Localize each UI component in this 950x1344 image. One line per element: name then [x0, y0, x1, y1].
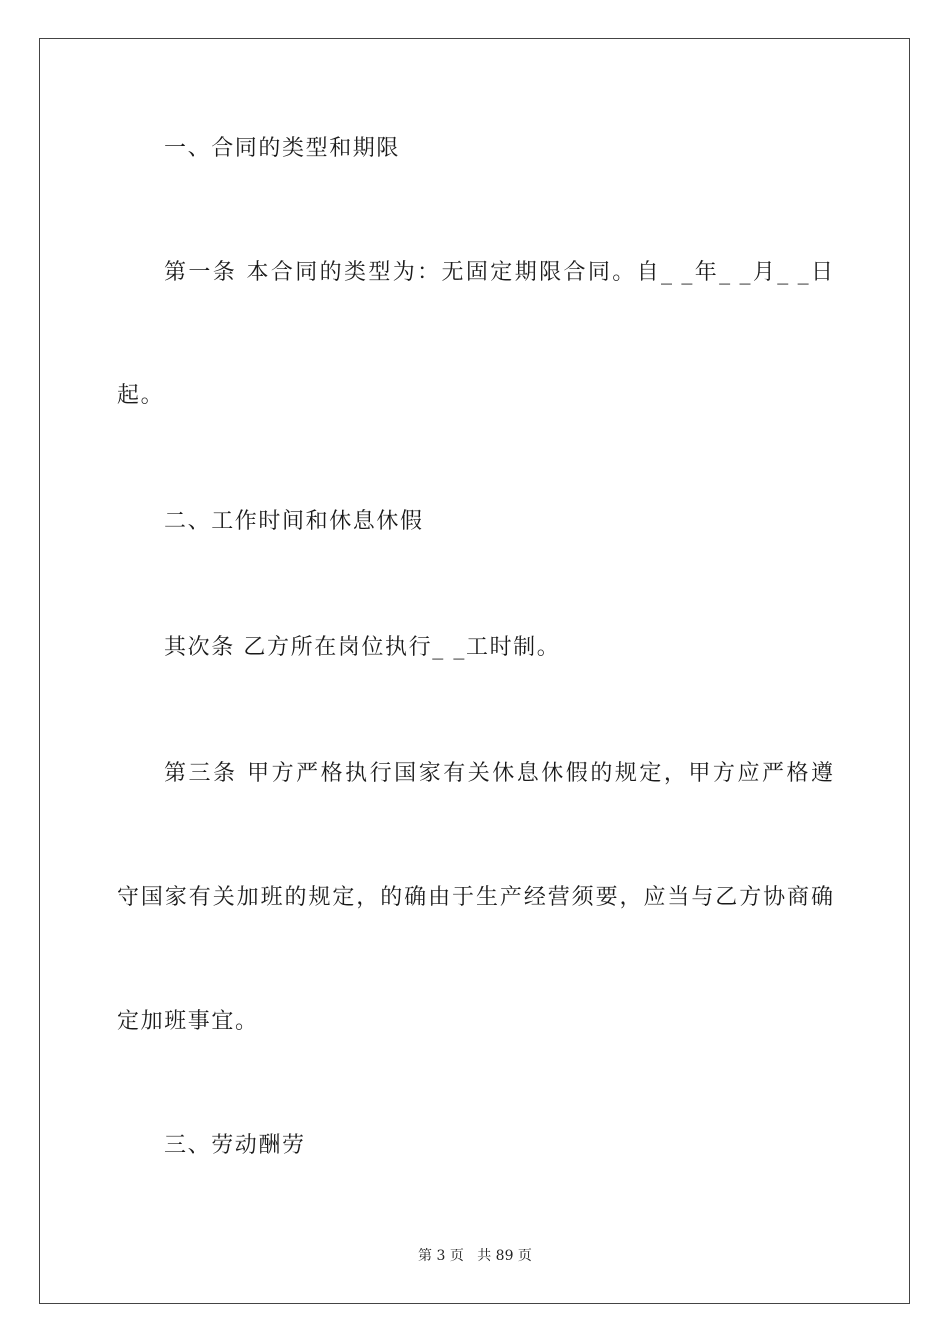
page-frame	[39, 38, 910, 1304]
page-number: 第 3 页	[418, 1248, 464, 1264]
article-3-line-3: 定加班事宜。	[117, 1009, 259, 1034]
section-heading-3: 三、劳动酬劳	[164, 1133, 306, 1158]
article-2-line-1: 其次条 乙方所在岗位执行_ _工时制。	[164, 635, 561, 660]
article-3-line-2: 守国家有关加班的规定，的确由于生产经营须要，应当与乙方协商确	[117, 885, 833, 910]
article-1-line-2: 起。	[117, 383, 165, 408]
page-footer	[0, 1247, 950, 1265]
section-heading-2: 二、工作时间和休息休假	[164, 509, 424, 534]
page-total: 共 89 页	[477, 1248, 532, 1264]
article-1-line-1: 第一条 本合同的类型为：无固定期限合同。自_ _年_ _月_ _日	[164, 260, 833, 285]
section-heading-1: 一、合同的类型和期限	[164, 136, 401, 161]
article-3-line-1: 第三条 甲方严格执行国家有关休息休假的规定，甲方应严格遵	[164, 761, 833, 786]
